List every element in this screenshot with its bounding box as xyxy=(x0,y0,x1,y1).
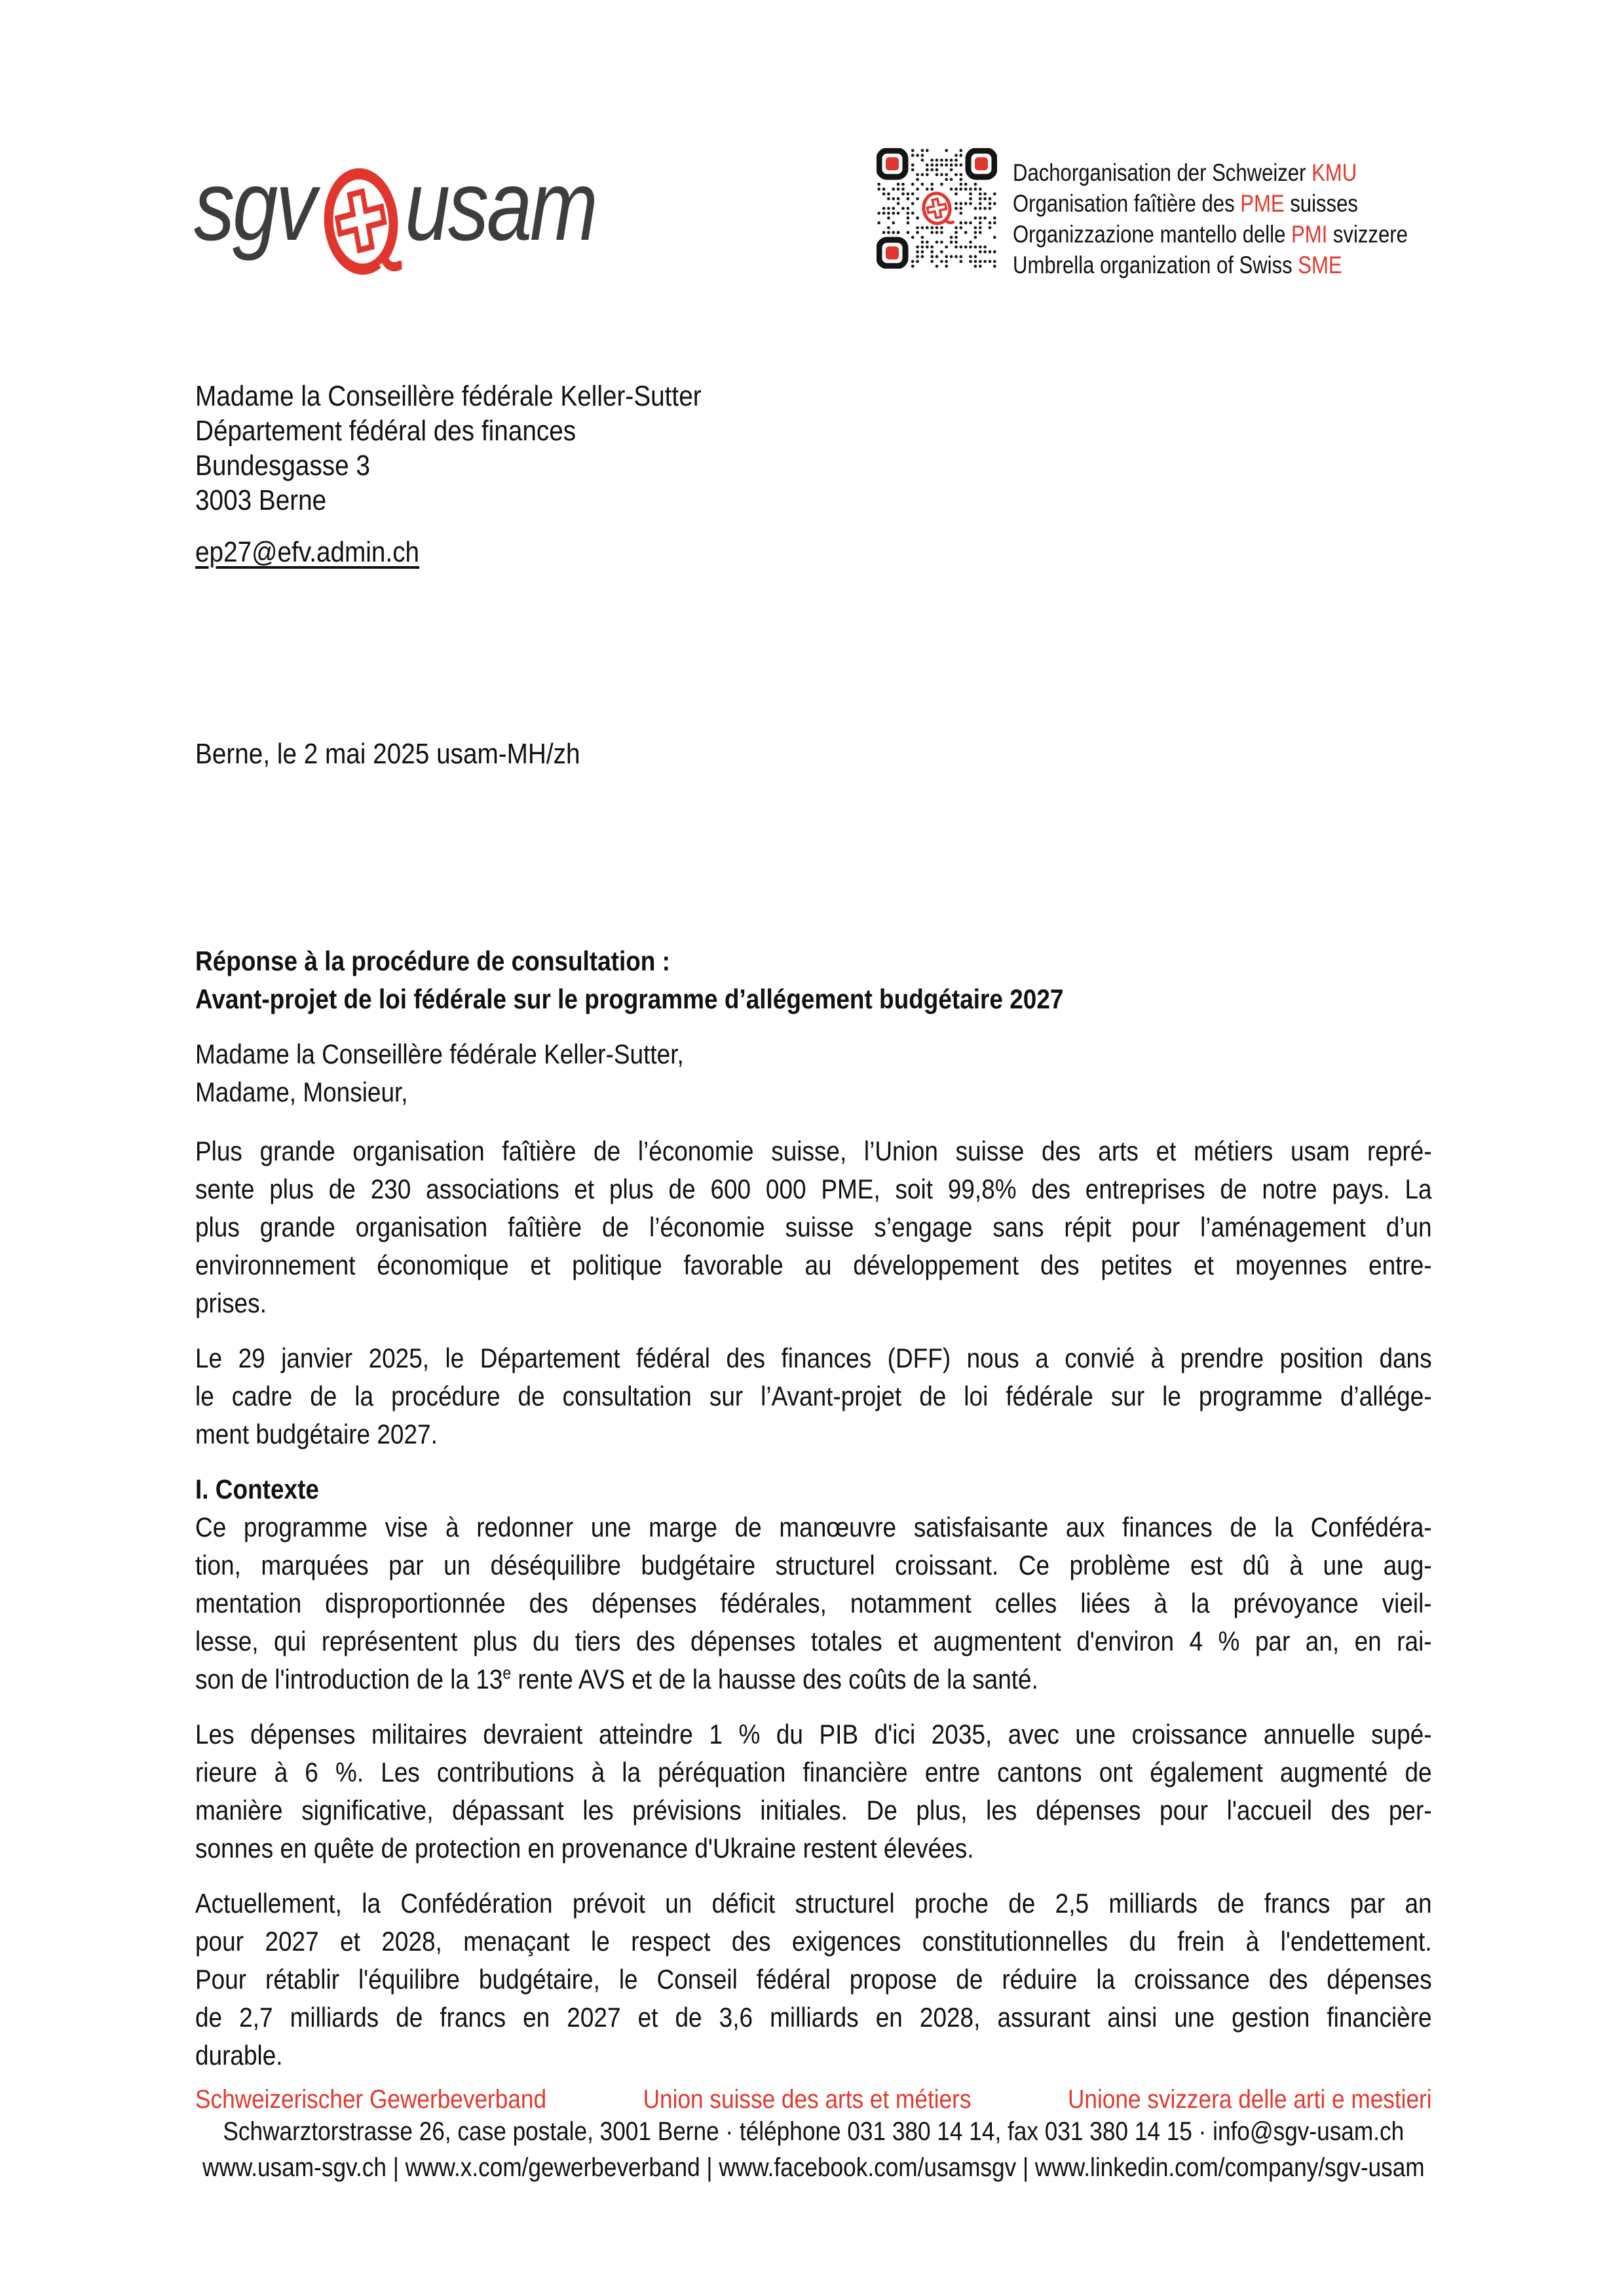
footer-web-line: www.usam-sgv.ch | www.x.com/gewerbeverband | www.facebook.com/usamsgv | www.linkedin.com/company/sgv-usam xyxy=(202,2153,1425,2182)
swiss-cross-ring-icon xyxy=(320,161,402,280)
recipient-city: 3003 Berne xyxy=(195,484,327,516)
logo-usam-text: usam xyxy=(404,150,596,261)
org-taglines xyxy=(1013,157,1408,280)
recipient-street: Bundesgasse 3 xyxy=(195,450,370,482)
sgv-usam-logo xyxy=(194,150,596,262)
tagline-french: Organisation faîtière des PME suisses xyxy=(1013,190,1358,217)
footer-org-names xyxy=(195,2085,1432,2114)
sme-highlight: SME xyxy=(1298,252,1342,278)
superscript-e: e xyxy=(502,1663,512,1683)
tagline-english: Umbrella organization of Swiss SME xyxy=(1013,252,1342,278)
paragraph-4: Les dépenses militaires devraient atteindre 1 % du PIB d'ici 2035, avec une croissance annuelle supé- rieure à 6 %. Les contributions à la péréquation financière entre cantons ont également augmenté de manière significative, dépassant les prévisions initiales. De plus, les dépenses pour l'accueil des per- sonnes en quête de protection en provenance d'Ukraine restent élevées. xyxy=(195,1719,1432,1864)
paragraph-3-last-line: son de l'introduction de la 13e rente AVS et de la hausse des coûts de la santé. xyxy=(195,1663,1038,1694)
footer-address-line: Schwarztorstrasse 26, case postale, 3001 Berne · téléphone 031 380 14 14, fax 031 380 14 15 · info@sgv-usam.ch xyxy=(223,2117,1405,2146)
pme-highlight: PME xyxy=(1240,190,1285,217)
recipient-address xyxy=(195,379,702,569)
tagline-italian: Organizzazione mantello delle PMI svizzere xyxy=(1013,221,1408,248)
recipient-name: Madame la Conseillère fédérale Keller-Sutter xyxy=(195,380,702,412)
subject-block xyxy=(195,942,1432,1018)
letter-body xyxy=(195,942,1432,2092)
paragraph-1: Plus grande organisation faîtière de l’économie suisse, l’Union suisse des arts et métiers usam repré- sente plus de 230 associations et plus de 600 000 PME, soit 99,8% des entreprises de notre pays. La plus grande organisation faîtière de l’économie suisse s’engage sans répit pour l’aménagement d’un environnement économique et politique favorable au développement des petites et moyennes entre- prises. xyxy=(195,1136,1432,1318)
paragraph-5: Actuellement, la Confédération prévoit un déficit structurel proche de 2,5 milliards de francs par an pour 2027 et 2028, menaçant le respect des exigences constitutionnelles du frein à l'endettement. Pour rétablir l'équilibre budgétaire, le Conseil fédéral propose de réduire la croissance des dépenses de 2,7 milliards de francs en 2027 et de 3,6 milliards en 2028, assurant ainsi une gestion financière durable. xyxy=(195,1888,1432,2071)
footer-org-german: Schweizerischer Gewerbeverband xyxy=(195,2085,547,2114)
tagline-german: Dachorganisation der Schweizer KMU xyxy=(1013,159,1357,186)
letter-footer xyxy=(195,2085,1432,2183)
paragraph-2: Le 29 janvier 2025, le Département fédéral des finances (DFF) nous a convié à prendre position dans le cadre de la procédure de consultation sur l’Avant-projet de loi fédérale sur le programme d’allége- ment budgétaire 2027. xyxy=(195,1343,1432,1449)
salutation: Madame la Conseillère fédérale Keller-Sutter, Madame, Monsieur, xyxy=(195,1039,684,1107)
date-line: Berne, le 2 mai 2025 usam-MH/zh xyxy=(195,738,580,770)
footer-org-italian: Unione svizzera delle arti e mestieri xyxy=(1067,2085,1432,2114)
recipient-email-link[interactable]: ep27@efv.admin.ch xyxy=(195,536,420,568)
pmi-highlight: PMI xyxy=(1291,221,1328,248)
subject-line-1: Réponse à la procédure de consultation : xyxy=(195,946,670,976)
recipient-department: Département fédéral des finances xyxy=(195,415,576,447)
qr-code xyxy=(877,148,997,269)
subject-line-2: Avant-projet de loi fédérale sur le programme d’allégement budgétaire 2027 xyxy=(195,984,1064,1014)
kmu-highlight: KMU xyxy=(1312,159,1357,186)
paragraph-3: Ce programme vise à redonner une marge de manœuvre satisfaisante aux finances de la Confédéra- tion, marquées par un déséquilibre budgétaire structurel croissant. Ce problème est dû à une aug- mentation disproportionnée des dépenses fédérales, notamment celles liées à la prévoyance vieil- lesse, qui représentent plus du tiers des dépenses totales et augmentent d'environ 4 % par an, en rai- son de l'introduction de la 13e rente AVS et de la hausse des coûts de la santé. xyxy=(195,1508,1432,1698)
footer-org-french: Union suisse des arts et métiers xyxy=(643,2085,972,2114)
section-heading-contexte: I. Contexte xyxy=(195,1474,319,1504)
logo-sgv-text: sgv xyxy=(194,150,315,261)
